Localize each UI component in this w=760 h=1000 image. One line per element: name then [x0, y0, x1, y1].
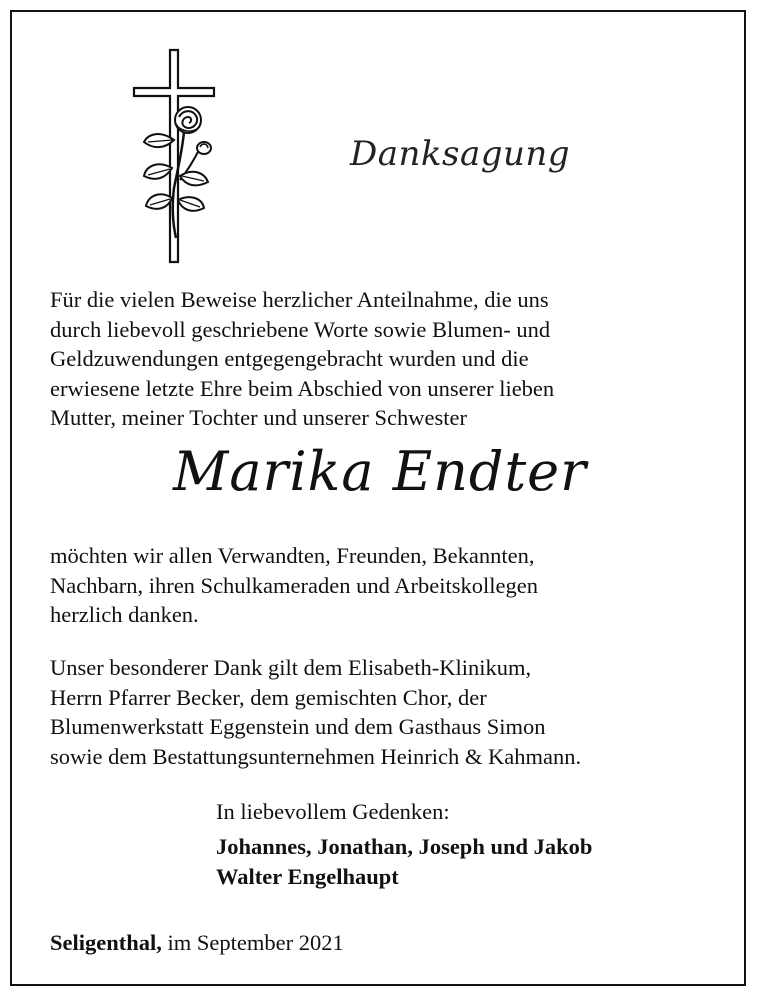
- signer-line: Walter Engelhaupt: [216, 863, 399, 889]
- text-line: herzlich danken.: [50, 602, 199, 627]
- text-line: Herrn Pfarrer Becker, dem gemischten Chor, der: [50, 684, 487, 710]
- thanks-paragraph: [50, 541, 538, 630]
- cross-with-rose-icon: [132, 48, 216, 264]
- text-line: durch liebevoll geschriebene Worte sowie Blumen- und: [50, 316, 551, 342]
- place-name: Seligenthal,: [50, 930, 162, 955]
- text-line: Nachbarn, ihren Schulkameraden und Arbeitskollegen: [50, 572, 538, 598]
- text-line: Blumenwerkstatt Eggenstein und dem Gasthaus Simon: [50, 714, 546, 739]
- text-line: sowie dem Bestattungsunternehmen Heinrich & Kahmann.: [50, 743, 582, 769]
- date-text: im September 2021: [167, 930, 344, 955]
- deceased-name: Marika Endter: [173, 440, 587, 503]
- signers-list: [216, 832, 592, 891]
- special-thanks-paragraph: [50, 653, 581, 771]
- intro-paragraph: [50, 285, 554, 433]
- text-line: Geldzuwendungen entgegengebracht wurden und die: [50, 346, 529, 371]
- text-line: Unser besonderer Dank gilt dem Elisabeth-Klinikum,: [50, 655, 532, 680]
- place-date: [50, 928, 344, 958]
- signer-line: Johannes, Jonathan, Joseph und Jakob: [216, 834, 593, 859]
- text-line: erwiesene letzte Ehre beim Abschied von unserer lieben: [50, 375, 555, 401]
- text-line: Mutter, meiner Tochter und unserer Schwester: [50, 405, 467, 430]
- text-line: Für die vielen Beweise herzlicher Anteilnahme, die uns: [50, 287, 549, 312]
- text-line: möchten wir allen Verwandten, Freunden, Bekannten,: [50, 543, 535, 568]
- heading-danksagung: Danksagung: [350, 134, 571, 174]
- signoff-text: In liebevollem Gedenken:: [216, 799, 450, 824]
